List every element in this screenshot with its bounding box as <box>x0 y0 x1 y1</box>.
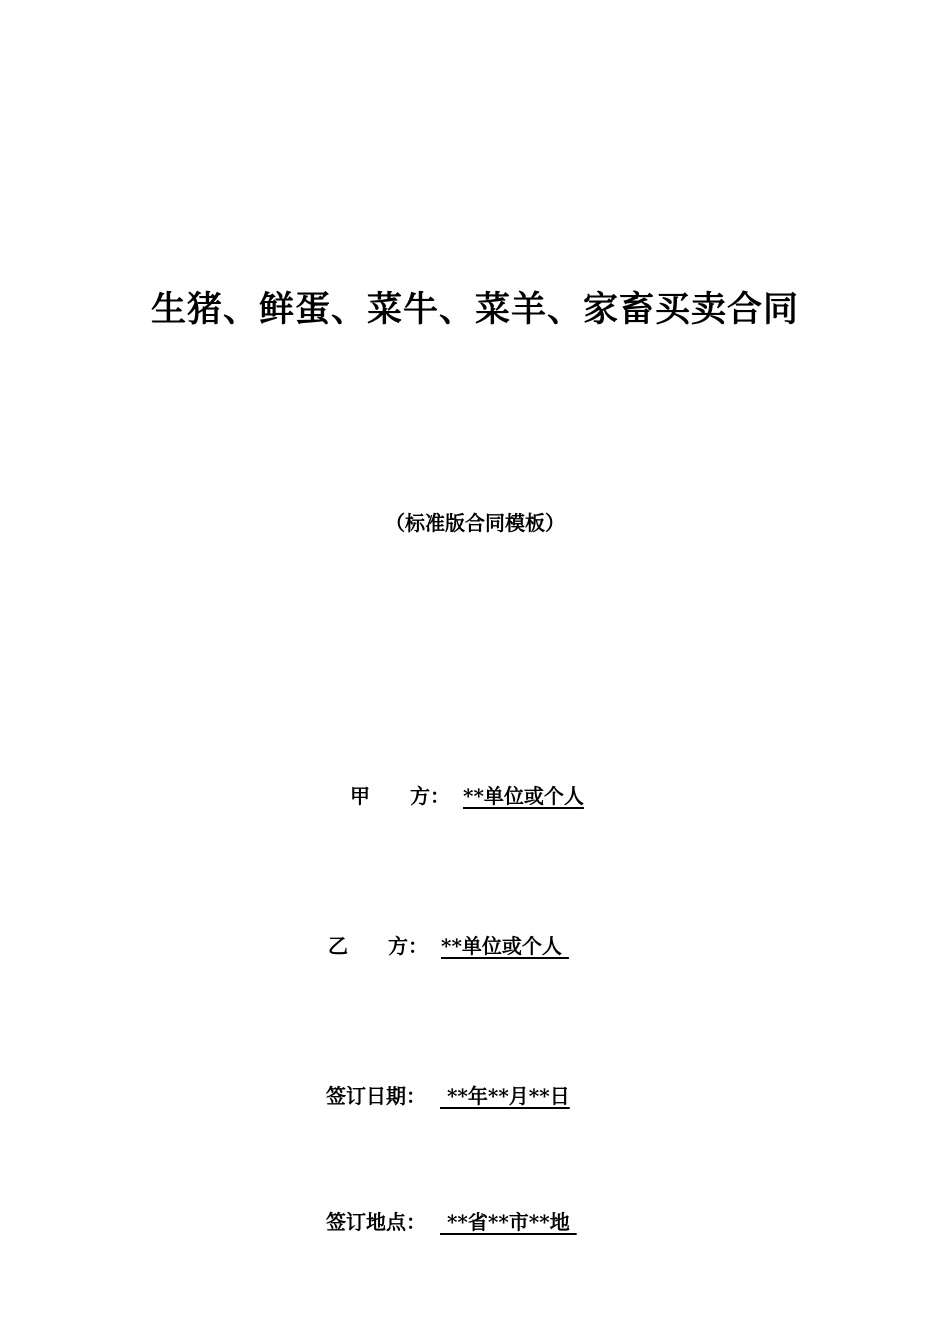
document-title: 生猪、鲜蛋、菜牛、菜羊、家畜买卖合同 <box>150 289 799 330</box>
sign-place-label: 签订地点： <box>326 1210 426 1234</box>
party-a-value: **单位或个人 <box>463 784 584 808</box>
sign-date-field <box>326 1081 590 1111</box>
sign-place-field <box>326 1207 602 1237</box>
party-a-label: 甲 方： <box>350 784 450 808</box>
sign-date-value: **年**月**日 <box>440 1084 570 1108</box>
document-subtitle: （标准版合同模板） <box>385 511 565 535</box>
party-b-label: 乙 方： <box>328 934 428 958</box>
party-a-field <box>350 781 584 811</box>
sign-place-value: **省**市**地 <box>440 1210 577 1234</box>
party-b-value: **单位或个人 <box>441 934 569 958</box>
sign-date-label: 签订日期： <box>326 1084 426 1108</box>
party-b-field <box>328 931 589 961</box>
